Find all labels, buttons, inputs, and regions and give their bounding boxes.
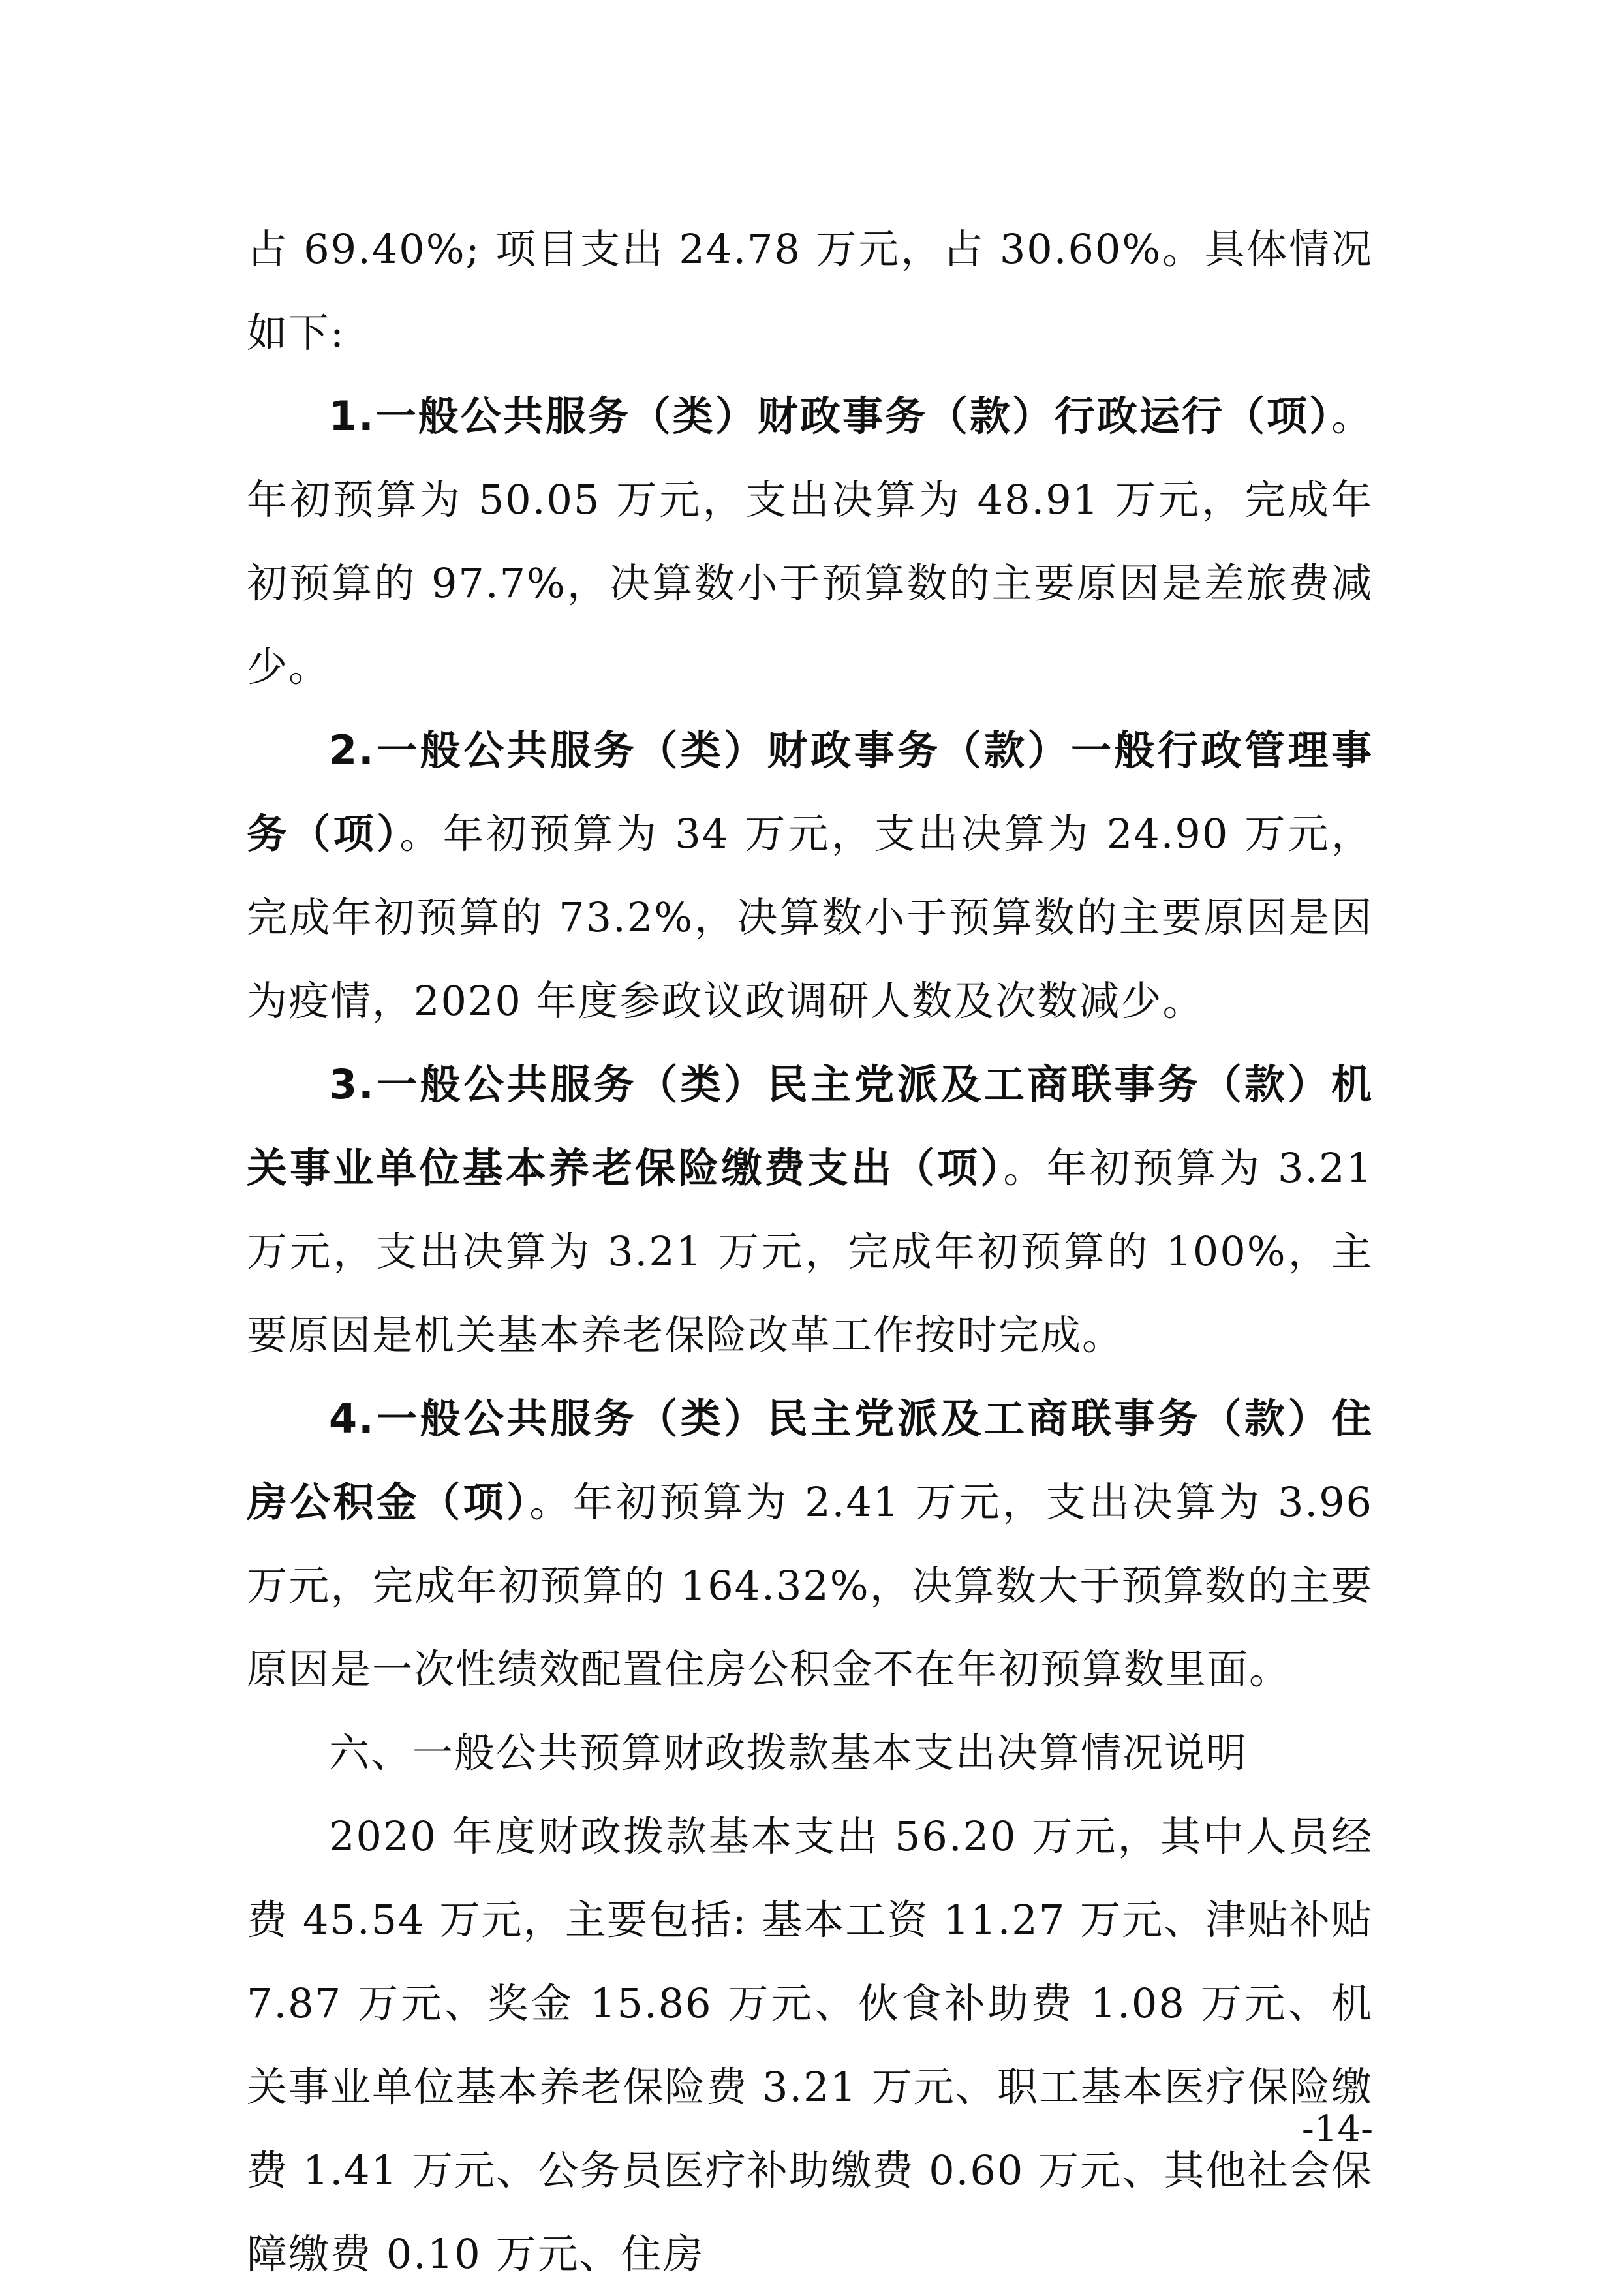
item-4-paragraph	[247, 1377, 1373, 1711]
item-1-heading: 1.一般公共服务（类）财政事务（款）行政运行（项）	[329, 392, 1331, 440]
item-3-heading: 3.一般公共服务（类）民主党派及工商联事务（款）机关事业单位基本养老保险缴费支出（项）	[247, 1061, 1373, 1192]
item-3-paragraph	[247, 1043, 1373, 1377]
item-2-heading: 2.一般公共服务（类）财政事务（款）一般行政管理事务（项）	[247, 726, 1373, 858]
item-1-text: 。年初预算为 50.05 万元，支出决算为 48.91 万元，完成年初预算的 97.7%，决算数小于预算数的主要原因是差旅费减少。	[247, 392, 1373, 690]
item-2-paragraph	[247, 709, 1373, 1043]
item-1-paragraph	[247, 375, 1373, 709]
item-4-heading: 4.一般公共服务（类）民主党派及工商联事务（款）住房公积金（项）	[247, 1395, 1373, 1526]
item-2-text: 。年初预算为 34 万元，支出决算为 24.90 万元，完成年初预算的 73.2%，决算数小于预算数的主要原因是因为疫情，2020 年度参政议政调研人数及次数减少。	[247, 810, 1373, 1025]
paragraph-continued: 占 69.40%; 项目支出 24.78 万元，占 30.60%。具体情况如下:	[247, 225, 1373, 356]
section-6-heading: 六、一般公共预算财政拨款基本支出决算情况说明	[329, 1729, 1248, 1776]
section-6-paragraph: 2020 年度财政拨款基本支出 56.20 万元，其中人员经费 45.54 万元，主要包括: 基本工资 11.27 万元、津贴补贴 7.87 万元、奖金 15.86 万元、伙食补助费 1.08 万元、机关事业单位基本养老保险费 3.21 万元、职工基本医疗保险缴费 1.41 万元、公务员医疗补助缴费 0.60 万元、其他社会保障缴费 0.10 万元、住房	[247, 1812, 1373, 2278]
page-number: -14-	[1301, 2108, 1373, 2150]
item-4-text: 。年初预算为 2.41 万元，支出决算为 3.96 万元，完成年初预算的 164.32%，决算数大于预算数的主要原因是一次性绩效配置住房公积金不在年初预算数里面。	[247, 1478, 1373, 1693]
body-text	[247, 208, 1373, 2296]
item-3-text: 。年初预算为 3.21 万元，支出决算为 3.21 万元，完成年初预算的 100%，主要原因是机关基本养老保险改革工作按时完成。	[247, 1144, 1373, 1359]
